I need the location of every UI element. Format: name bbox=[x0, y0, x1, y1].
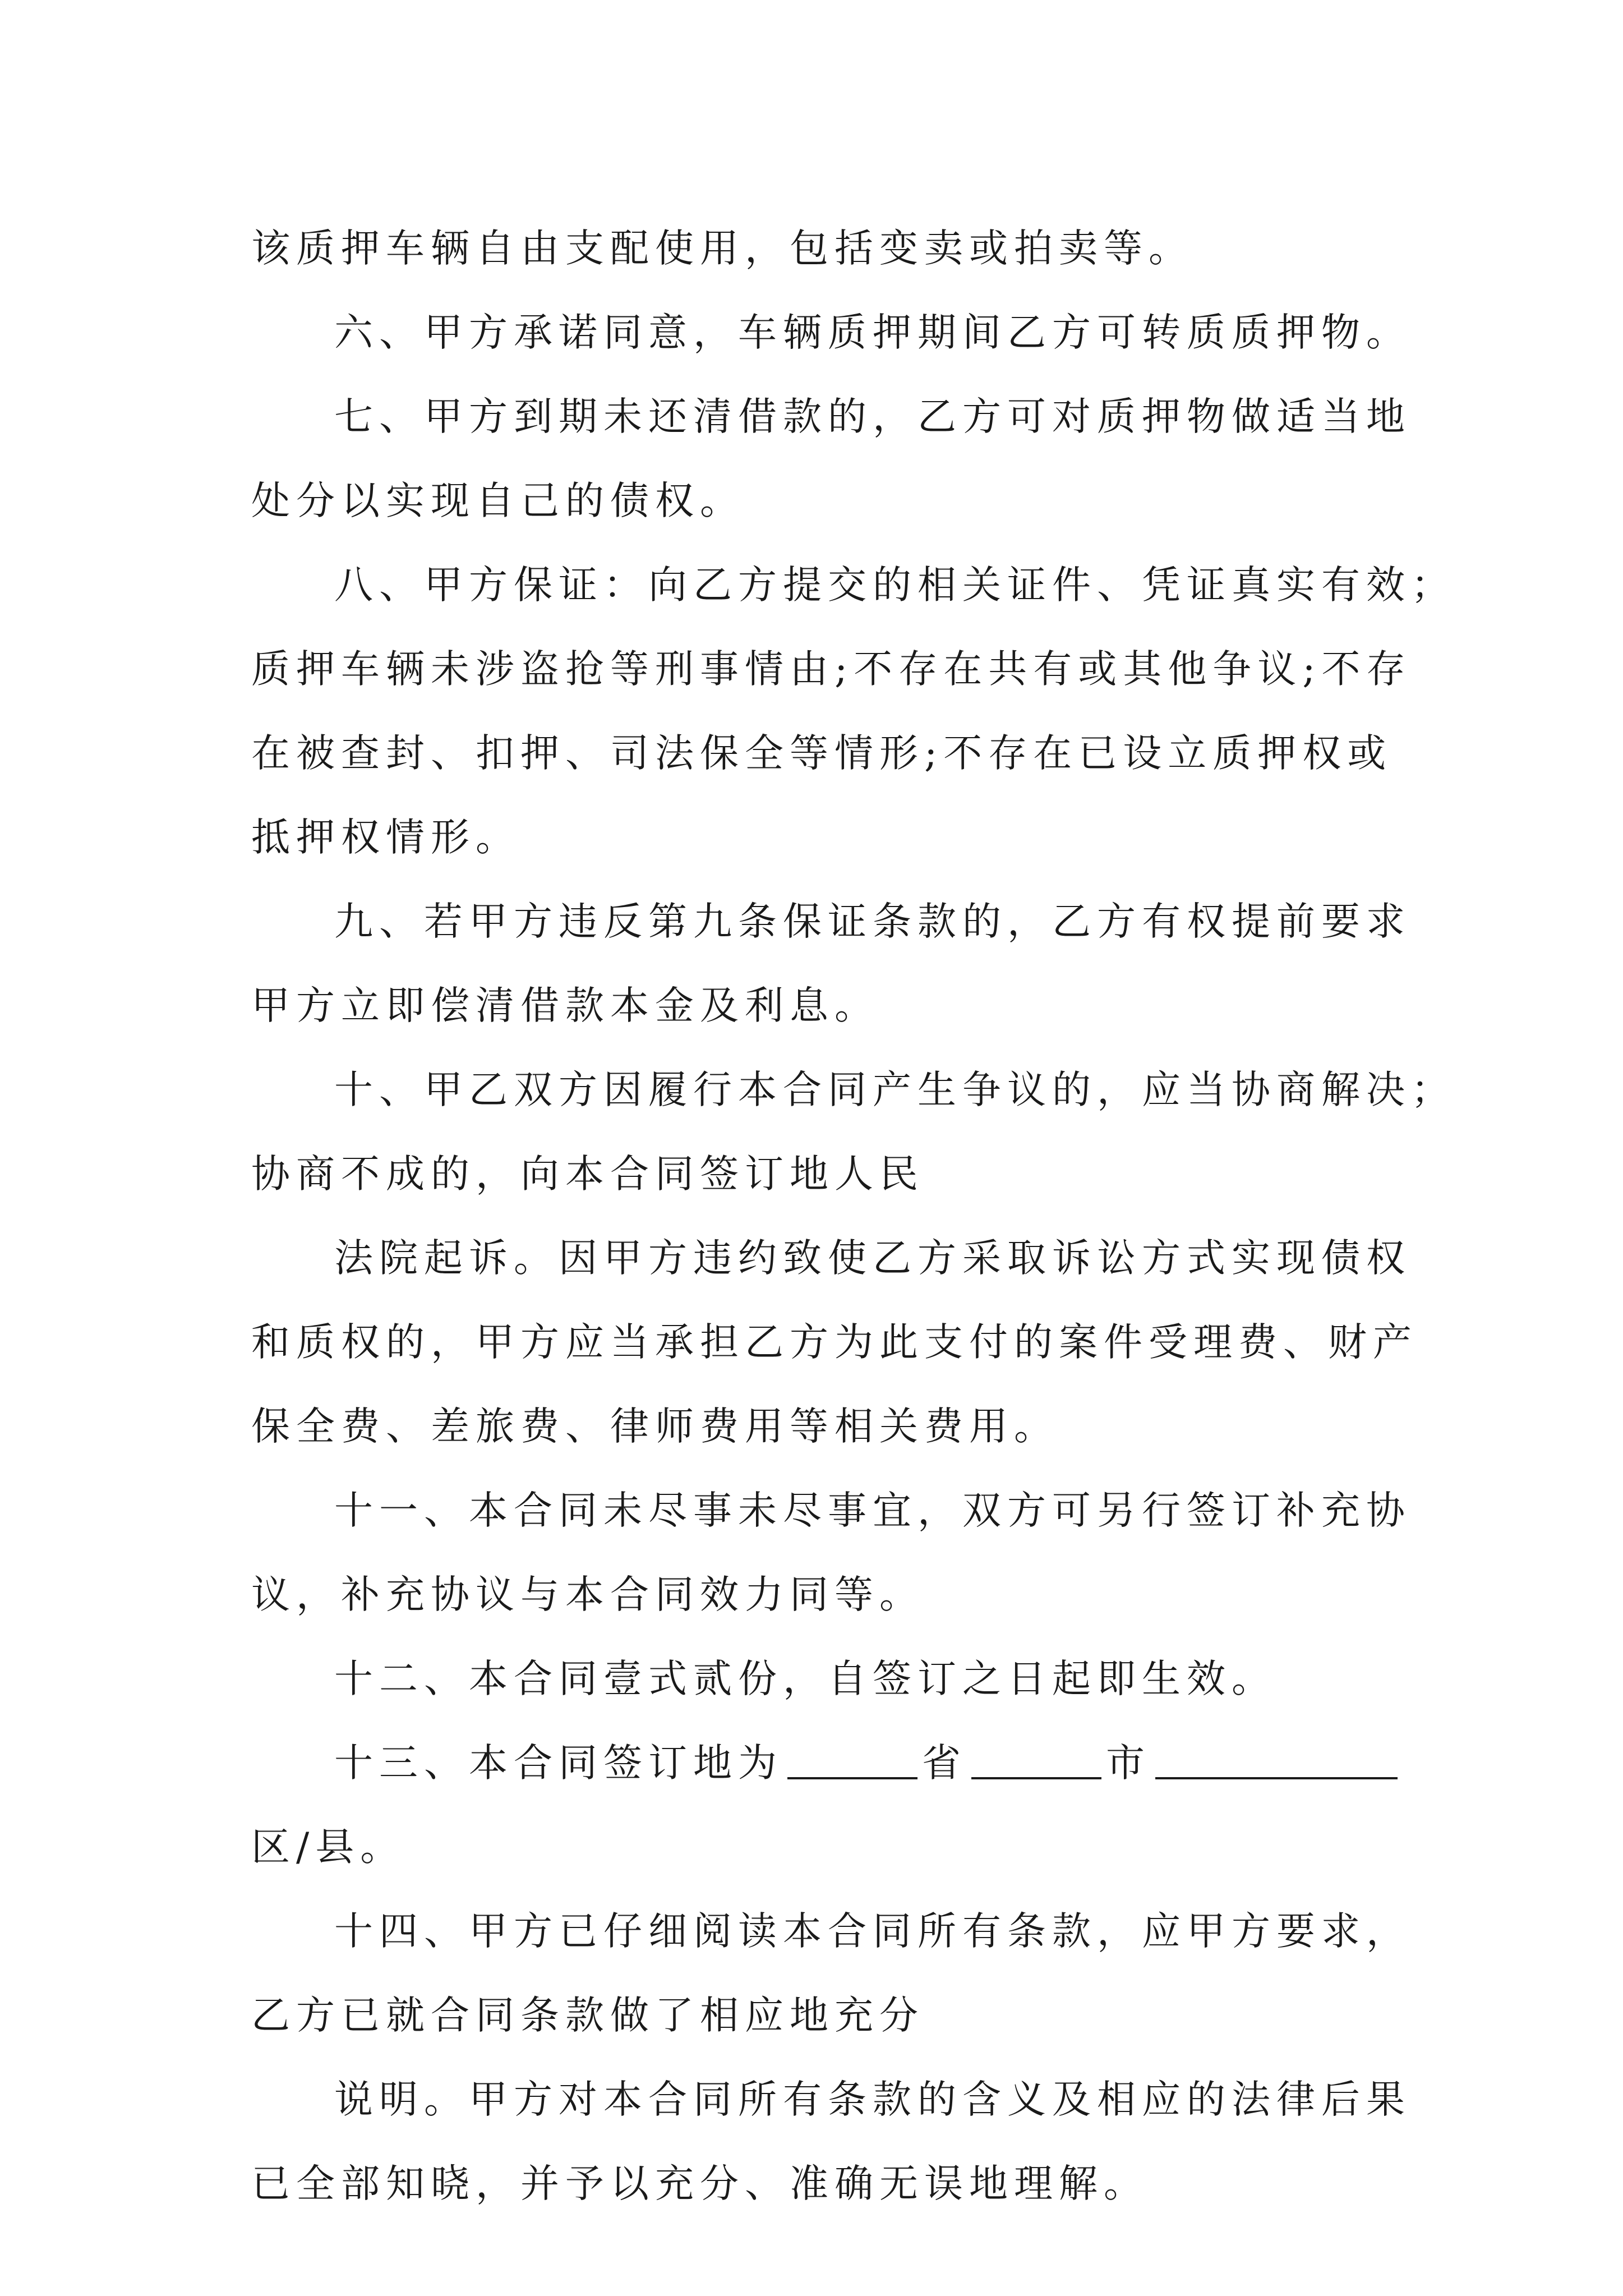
text-line: 议，补充协议与本合同效力同等。 bbox=[251, 1572, 924, 1617]
province-blank bbox=[787, 1745, 917, 1779]
text-line: 在被查封、扣押、司法保全等情形;不存在已设立质押权或 bbox=[251, 731, 1393, 776]
text-line: 甲方立即偿清借款本金及利息。 bbox=[251, 983, 879, 1028]
clause-9: 九、若甲方违反第九条保证条款的，乙方有权提前要求 bbox=[334, 899, 1411, 944]
contract-body bbox=[251, 206, 1456, 2226]
clause-10: 十、甲乙双方因履行本合同产生争议的，应当协商解决； bbox=[334, 1068, 1456, 1112]
clause-14: 十四、甲方已仔细阅读本合同所有条款，应甲方要求， bbox=[334, 1909, 1411, 1954]
text-line: 说明。甲方对本合同所有条款的含义及相应的法律后果 bbox=[334, 2077, 1411, 2122]
text-line: 该质押车辆自由支配使用，包括变卖或拍卖等。 bbox=[251, 226, 1193, 271]
text-line: 协商不成的，向本合同签订地人民 bbox=[251, 1152, 924, 1197]
text-line: 和质权的，甲方应当承担乙方为此支付的案件受理费、财产 bbox=[251, 1320, 1418, 1365]
district-line: 区/县。 bbox=[251, 1825, 405, 1870]
clause-13-prefix: 十三、本合同签订地为 bbox=[334, 1741, 783, 1786]
clause-13 bbox=[251, 1721, 1384, 1805]
text-line: 处分以实现自己的债权。 bbox=[251, 478, 745, 523]
clause-6: 六、甲方承诺同意，车辆质押期间乙方可转质质押物。 bbox=[334, 310, 1411, 355]
text-line: 乙方已就合同条款做了相应地充分 bbox=[251, 1993, 924, 2038]
province-label: 省 bbox=[922, 1741, 967, 1786]
clause-12: 十二、本合同壹式贰份，自签订之日起即生效。 bbox=[334, 1657, 1276, 1701]
city-blank bbox=[971, 1745, 1101, 1779]
text-line: 质押车辆未涉盗抢等刑事情由;不存在共有或其他争议;不存 bbox=[251, 647, 1412, 692]
text-line: 法院起诉。因甲方违约致使乙方采取诉讼方式实现债权 bbox=[334, 1236, 1411, 1281]
city-label: 市 bbox=[1106, 1741, 1151, 1786]
district-blank bbox=[1155, 1745, 1398, 1779]
text-line: 抵押权情形。 bbox=[251, 815, 520, 860]
clause-7: 七、甲方到期未还清借款的，乙方可对质押物做适当地 bbox=[334, 394, 1411, 439]
clause-8: 八、甲方保证：向乙方提交的相关证件、凭证真实有效； bbox=[334, 563, 1456, 608]
text-line: 已全部知晓，并予以充分、准确无误地理解。 bbox=[251, 2161, 1149, 2206]
clause-11: 十一、本合同未尽事未尽事宜，双方可另行签订补充协 bbox=[334, 1488, 1411, 1533]
text-line: 保全费、差旅费、律师费用等相关费用。 bbox=[251, 1404, 1059, 1449]
